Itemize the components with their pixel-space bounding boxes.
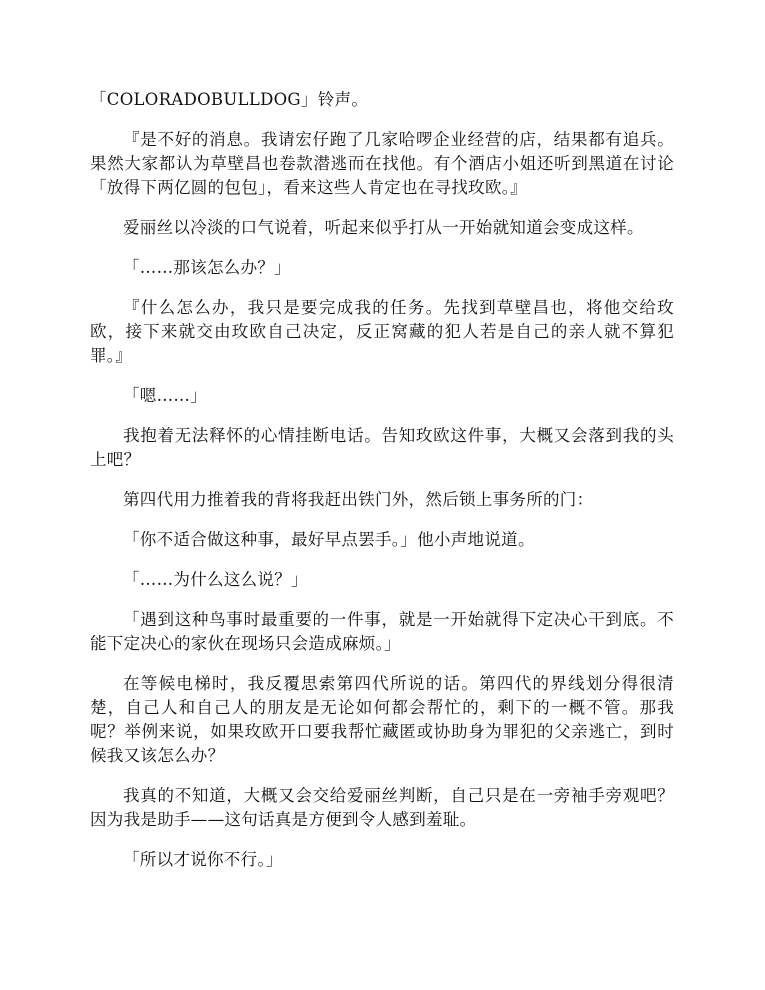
paragraph: 「……那该怎么办？」	[123, 258, 291, 277]
paragraph: 「你不适合做这种事，最好早点罢手。」他小声地说道。	[123, 530, 535, 549]
paragraph: 「嗯……」	[123, 386, 207, 405]
paragraph: 在等候电梯时，我反覆思索第四代所说的话。第四代的界线划分得很清楚，自己人和自己人的朋友是无论如何都会帮忙的，剩下的一概不管。那我呢？举例来说，如果玫欧开口要我帮忙藏匿或协助身为罪犯的父亲逃亡，到时候我又该怎么办？	[90, 674, 674, 765]
paragraph: 第四代用力推着我的背将我赶出铁门外，然后锁上事务所的门：	[123, 490, 594, 509]
paragraph: 「……为什么这么说？」	[123, 570, 308, 589]
paragraph: 『是不好的消息。我请宏仔跑了几家哈啰企业经营的店，结果都有追兵。果然大家都认为草壁昌也卷款潜逃而在找他。有个酒店小姐还听到黑道在讨论「放得下两亿圆的包包」，看来这些人肯定也在寻找玫欧。』	[90, 130, 674, 197]
paragraph: 「所以才说你不行。」	[123, 850, 283, 869]
paragraph: 我真的不知道，大概又会交给爱丽丝判断，自己只是在一旁袖手旁观吧？因为我是助手——这句话真是方便到令人感到羞耻。	[90, 786, 674, 829]
paragraph: 「COLORADOBULLDOG」铃声。	[90, 90, 369, 109]
paragraph: 我抱着无法释怀的心情挂断电话。告知玫欧这件事，大概又会落到我的头上吧？	[90, 426, 674, 469]
document-page	[90, 88, 674, 888]
paragraph: 「遇到这种鸟事时最重要的一件事，就是一开始就得下定决心干到底。不能下定决心的家伙在现场只会造成麻烦。」	[90, 610, 674, 653]
paragraph: 『什么怎么办，我只是要完成我的任务。先找到草壁昌也，将他交给玫欧，接下来就交由玫欧自己决定，反正窝藏的犯人若是自己的亲人就不算犯罪。』	[90, 298, 674, 365]
paragraph: 爱丽丝以冷淡的口气说着，听起来似乎打从一开始就知道会变成这样。	[123, 218, 644, 237]
